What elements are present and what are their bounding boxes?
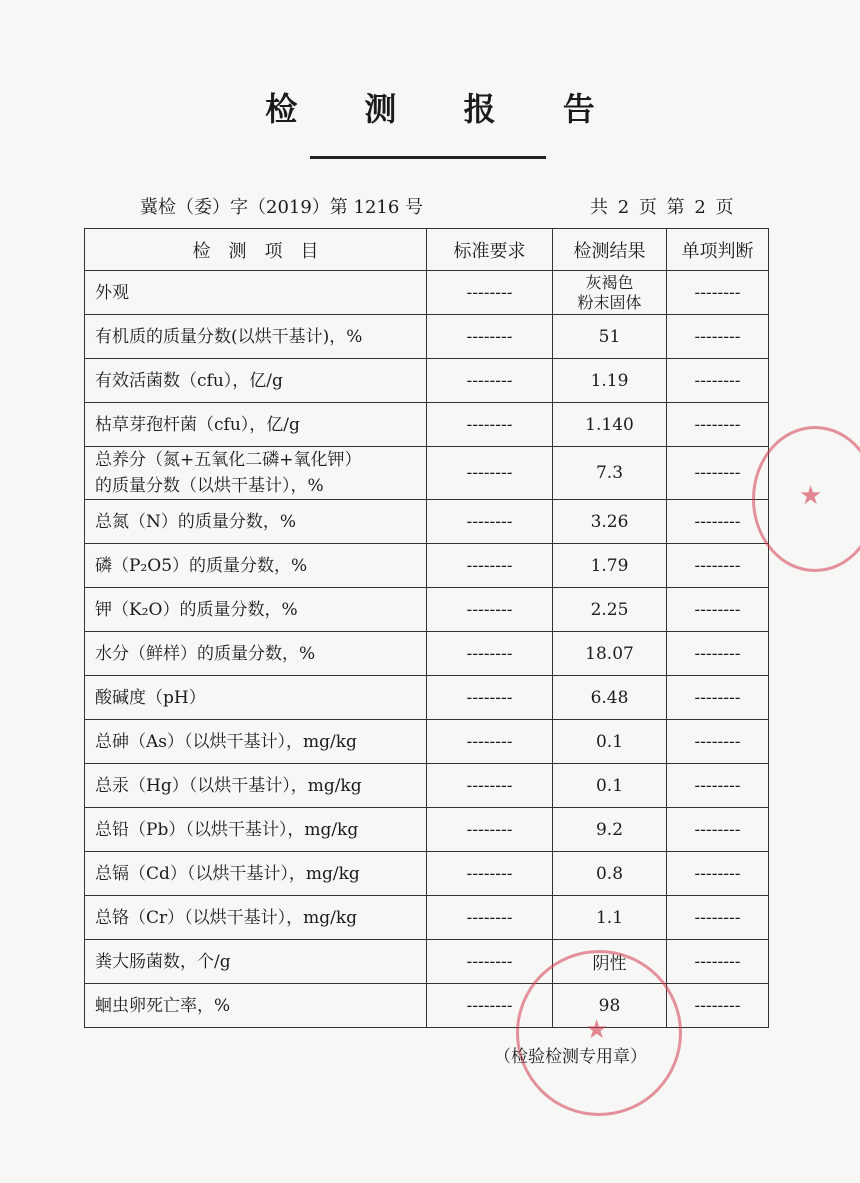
cell-standard: --------: [427, 315, 553, 359]
table-row: [85, 632, 769, 676]
title-underline: [310, 156, 546, 159]
stamp-note: （检验检测专用章）: [494, 1047, 647, 1067]
cell-result: 51: [553, 315, 667, 359]
cell-standard: --------: [427, 271, 553, 315]
cell-result: 灰褐色 粉末固体: [553, 271, 667, 315]
cell-item: 蛔虫卵死亡率，%: [85, 984, 427, 1028]
table-row: [85, 940, 769, 984]
cell-judgment: --------: [667, 500, 769, 544]
cell-judgment: --------: [667, 852, 769, 896]
cell-standard: --------: [427, 500, 553, 544]
table-row: [85, 500, 769, 544]
cell-item: 钾（K₂O）的质量分数，%: [85, 588, 427, 632]
report-reference: 冀检（委）字（2019）第 1216 号: [140, 197, 424, 218]
cell-result: 18.07: [553, 632, 667, 676]
table-row: [85, 852, 769, 896]
cell-result: 98: [553, 984, 667, 1028]
table-row: [85, 720, 769, 764]
cell-result: 3.26: [553, 500, 667, 544]
cell-item: 总铅（Pb）（以烘干基计），mg/kg: [85, 808, 427, 852]
cell-item: 总养分（氮+五氧化二磷+氧化钾） 的质量分数（以烘干基计），%: [85, 447, 427, 500]
cell-item: 粪大肠菌数，个/g: [85, 940, 427, 984]
cell-standard: --------: [427, 544, 553, 588]
cell-result: 1.1: [553, 896, 667, 940]
cell-result: 1.140: [553, 403, 667, 447]
table-row: [85, 764, 769, 808]
cell-standard: --------: [427, 940, 553, 984]
cell-item: 总砷（As）（以烘干基计），mg/kg: [85, 720, 427, 764]
header-result: 检测结果: [553, 229, 667, 271]
cell-judgment: --------: [667, 632, 769, 676]
cell-item: 总汞（Hg）（以烘干基计），mg/kg: [85, 764, 427, 808]
cell-judgment: --------: [667, 940, 769, 984]
header-standard: 标准要求: [427, 229, 553, 271]
cell-judgment: --------: [667, 896, 769, 940]
cell-item: 磷（P₂O5）的质量分数，%: [85, 544, 427, 588]
cell-judgment: --------: [667, 315, 769, 359]
cell-standard: --------: [427, 720, 553, 764]
cell-judgment: --------: [667, 808, 769, 852]
test-results-table: [84, 228, 769, 1028]
cell-result: 0.1: [553, 720, 667, 764]
cell-standard: --------: [427, 676, 553, 720]
table-row: [85, 896, 769, 940]
cell-result: 0.8: [553, 852, 667, 896]
cell-item: 酸碱度（pH）: [85, 676, 427, 720]
cell-judgment: --------: [667, 403, 769, 447]
cell-judgment: --------: [667, 359, 769, 403]
report-title: 检 测 报 告: [265, 90, 623, 128]
cell-item: 总氮（N）的质量分数，%: [85, 500, 427, 544]
table-row: [85, 676, 769, 720]
table-row: [85, 808, 769, 852]
cell-item: 枯草芽孢杆菌（cfu），亿/g: [85, 403, 427, 447]
cell-item: 总镉（Cd）（以烘干基计），mg/kg: [85, 852, 427, 896]
cell-result: 1.19: [553, 359, 667, 403]
table-row: [85, 315, 769, 359]
cell-result: 6.48: [553, 676, 667, 720]
cell-standard: --------: [427, 852, 553, 896]
cell-judgment: --------: [667, 271, 769, 315]
cell-judgment: --------: [667, 447, 769, 500]
cell-result: 0.1: [553, 764, 667, 808]
table-header-row: [85, 229, 769, 271]
cell-standard: --------: [427, 588, 553, 632]
cell-standard: --------: [427, 359, 553, 403]
cell-standard: --------: [427, 632, 553, 676]
cell-result: 9.2: [553, 808, 667, 852]
cell-judgment: --------: [667, 676, 769, 720]
seal-star-icon: ★: [585, 1015, 609, 1045]
cell-item: 外观: [85, 271, 427, 315]
cell-standard: --------: [427, 764, 553, 808]
header-item: 检 测 项 目: [85, 229, 427, 271]
table-row: [85, 403, 769, 447]
cell-judgment: --------: [667, 588, 769, 632]
cell-judgment: --------: [667, 764, 769, 808]
table-row: [85, 588, 769, 632]
cell-result: 7.3: [553, 447, 667, 500]
cell-standard: --------: [427, 403, 553, 447]
table-row: [85, 271, 769, 315]
page-count: 共 2 页 第 2 页: [590, 197, 734, 218]
table-row: [85, 447, 769, 500]
cell-standard: --------: [427, 896, 553, 940]
cell-judgment: --------: [667, 720, 769, 764]
official-seal: [516, 950, 682, 1116]
cell-result: 阴性: [553, 940, 667, 984]
table-row: [85, 359, 769, 403]
table-row: [85, 544, 769, 588]
cell-item: 总铬（Cr）（以烘干基计），mg/kg: [85, 896, 427, 940]
cell-item: 有机质的质量分数(以烘干基计)，%: [85, 315, 427, 359]
cell-judgment: --------: [667, 544, 769, 588]
cell-judgment: --------: [667, 984, 769, 1028]
cell-standard: --------: [427, 447, 553, 500]
cell-result: 1.79: [553, 544, 667, 588]
cell-standard: --------: [427, 808, 553, 852]
header-judgment: 单项判断: [667, 229, 769, 271]
cell-item: 有效活菌数（cfu），亿/g: [85, 359, 427, 403]
seal-star-icon: ★: [799, 481, 823, 511]
cell-item: 水分（鲜样）的质量分数，%: [85, 632, 427, 676]
cell-standard: --------: [427, 984, 553, 1028]
cell-result: 2.25: [553, 588, 667, 632]
